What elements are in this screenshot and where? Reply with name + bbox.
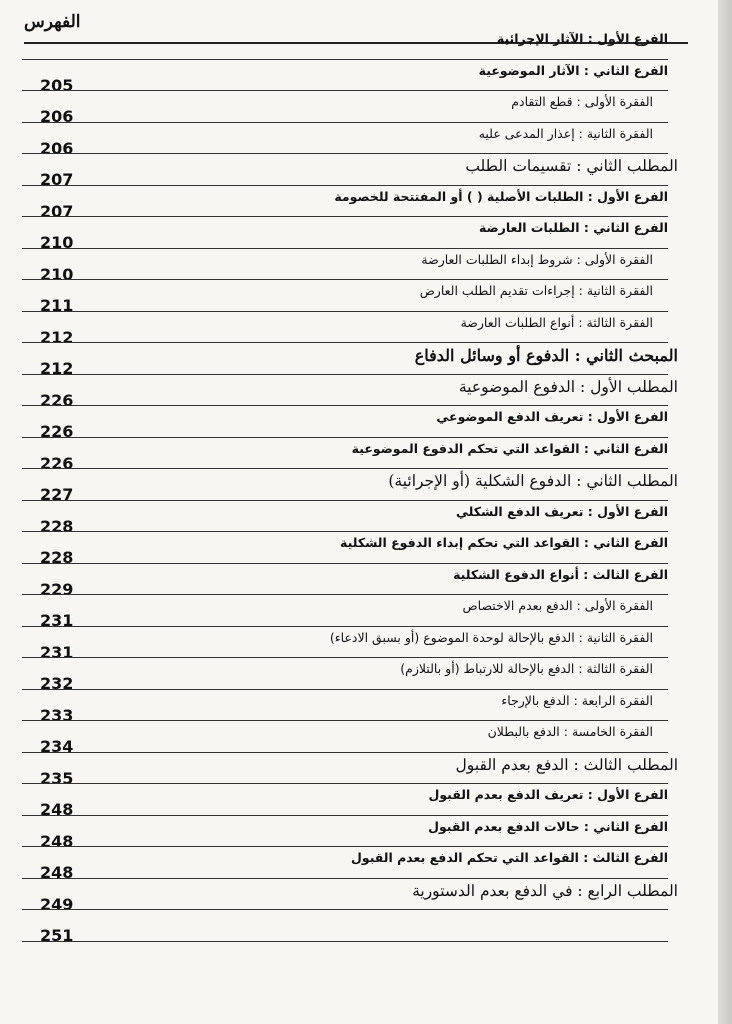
toc-entry-page: 212 [40,359,74,378]
toc-entry [0,658,718,693]
toc-entry [0,784,718,819]
toc-entry-title: المطلب الثالث : الدفع بعدم القبول [455,755,678,774]
toc-entry [0,847,718,882]
toc-entry-page: 226 [40,390,74,410]
toc-entry-page: 212 [40,327,74,347]
toc-entry-page: 232 [40,674,74,693]
toc-entry [0,312,718,347]
toc-entry-page: 207 [40,201,74,221]
toc-entry-title: الفرع الثالث : القواعد التي تحكم الدفع بعدم القبول [351,850,668,865]
toc-entry-page: 249 [40,894,74,914]
table-of-contents [0,28,718,945]
toc-entry-page: 231 [40,642,74,662]
toc-entry-page: 207 [40,170,74,189]
toc-entry-title: الفقرة الثانية : إجراءات تقديم الطلب العارض [419,283,653,298]
toc-entry [0,186,718,221]
toc-entry-page: 228 [40,516,74,536]
toc-entry-page: 210 [40,264,74,284]
toc-entry [0,879,718,914]
toc-entry [0,753,718,788]
toc-entry-page: 233 [40,705,74,725]
toc-entry [0,249,718,284]
toc-entry-title: الفرع الأول : الآثار الإجرائية [496,31,668,46]
toc-entry-page: 231 [40,611,74,630]
toc-entry-title: الفرع الأول : تعريف الدفع الموضوعي [436,409,668,424]
toc-entry-title: الفقرة الخامسة : الدفع بالبطلان [487,724,653,739]
toc-entry-title: الفقرة الثانية : الدفع بالإحالة لوحدة الموضوع (أو بسبق الادعاء) [329,629,653,645]
toc-entry-page: 206 [40,107,74,126]
toc-entry-page: 226 [40,422,74,441]
toc-entry [0,469,718,504]
toc-entry-title: المطلب الرابع : في الدفع بعدم الدستورية [412,881,678,900]
toc-entry-title: المطلب الأول : الدفوع الموضوعية [458,377,678,396]
toc-entry-title: الفرع الأول : تعريف الدفع الشكلي [456,503,668,519]
toc-entry-title: الفقرة الثالثة : أنواع الطلبات العارضة [460,314,653,330]
toc-entry-title: المطلب الثاني : تقسيمات الطلب [465,157,678,175]
toc-entry [0,154,718,189]
toc-entry-page: 227 [40,485,74,504]
toc-entry [0,627,718,662]
toc-entry-title: الفقرة الأولى : الدفع بعدم الاختصاص [462,598,653,613]
toc-entry [0,816,718,851]
toc-entry [0,564,718,599]
toc-entry-page: 251 [40,926,74,945]
toc-entry-page: 211 [40,296,74,315]
toc-entry-page: 234 [40,737,74,756]
toc-entry-page: 229 [40,579,74,599]
toc-entry-title: الفقرة الثالثة : الدفع بالإحالة للارتباط (أو بالتلازم) [400,661,653,676]
toc-entry-title: الفرع الثاني : القواعد التي تحكم الدفوع الموضوعية [351,440,668,456]
page-edge [718,0,732,1024]
toc-entry [0,910,718,945]
toc-entry-page: 228 [40,548,74,567]
toc-entry-page: 235 [40,768,74,788]
toc-entry-rule [22,941,668,942]
toc-entry [0,595,718,630]
toc-entry [0,690,718,725]
page-title: الفهرس [24,12,81,32]
toc-entry [0,60,718,95]
toc-entry-title: الفرع الأول : الطلبات الأصلية ( ) أو المفتتحة للخصومة [334,188,668,204]
toc-entry-title: الفقرة الأولى : قطع التقادم [511,94,653,109]
toc-entry-title: الفرع الثاني : الآثار الموضوعية [478,62,668,78]
toc-entry [0,438,718,473]
toc-entry-page: 210 [40,233,74,252]
toc-entry [0,721,718,756]
toc-entry [0,217,718,252]
toc-entry-page: 248 [40,863,74,882]
toc-entry-title: الفرع الثاني : القواعد التي تحكم إبداء الدفوع الشكلية [340,535,668,550]
toc-entry-title: المطلب الثاني : الدفوع الشكلية (أو الإجرائية) [388,472,678,490]
toc-entry [0,28,718,60]
toc-entry-title: الفرع الثالث : أنواع الدفوع الشكلية [453,566,668,582]
toc-entry [0,123,718,158]
toc-entry-title: الفقرة الثانية : إعذار المدعى عليه [478,125,653,141]
toc-entry-page: 205 [40,75,74,95]
toc-entry [0,280,718,315]
toc-entry [0,91,718,126]
toc-entry-title: الفقرة الرابعة : الدفع بالإرجاء [501,692,653,708]
toc-entry-title: الفرع الأول : تعريف الدفع بعدم القبول [428,787,668,802]
toc-entry-page: 248 [40,831,74,851]
toc-entry-page: 226 [40,453,74,473]
toc-entry-page: 206 [40,138,74,158]
toc-entry [0,501,718,536]
toc-entry-title: الفقرة الأولى : شروط إبداء الطلبات العارضة [421,251,653,267]
toc-entry-title: المبحث الثاني : الدفوع أو وسائل الدفاع [414,346,678,365]
toc-entry [0,532,718,567]
toc-entry-title: الفرع الثاني : حالات الدفع بعدم القبول [428,818,668,834]
toc-entry [0,375,718,410]
toc-entry-title: الفرع الثاني : الطلبات العارضة [478,220,668,235]
toc-entry-page: 248 [40,800,74,819]
toc-entry [0,343,718,378]
toc-entry [0,406,718,441]
